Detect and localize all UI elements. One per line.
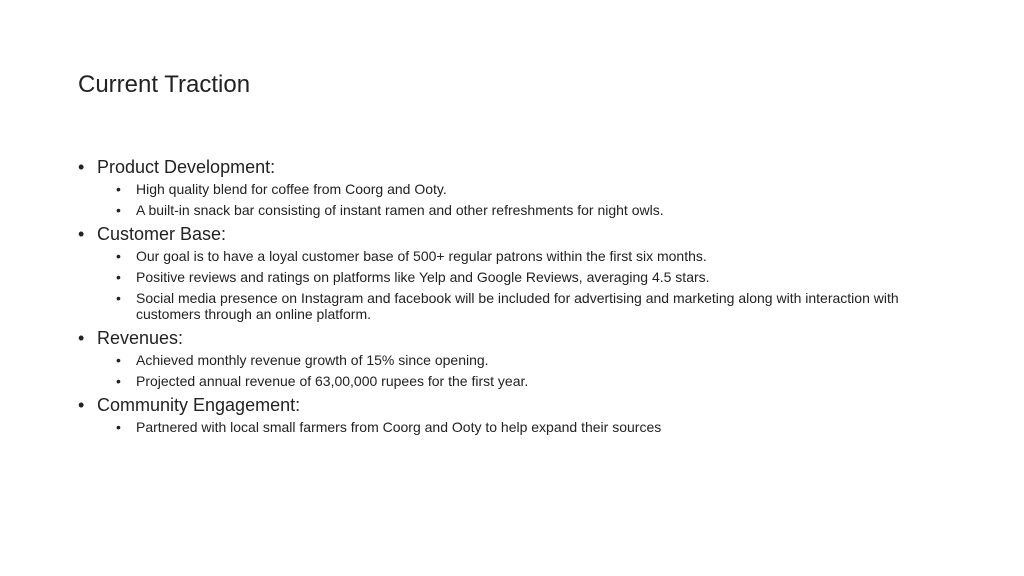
list-item-text: Achieved monthly revenue growth of 15% since opening. <box>136 352 489 368</box>
section-heading-text: Product Development: <box>97 157 276 177</box>
section-heading <box>78 327 958 349</box>
list-item-text: Projected annual revenue of 63,00,000 rupees for the first year. <box>136 373 529 389</box>
list-item-text: Partnered with local small farmers from Coorg and Ooty to help expand their sources <box>136 419 662 435</box>
section-heading <box>78 394 958 416</box>
slide-content <box>78 156 958 440</box>
section-heading-text: Customer Base: <box>97 224 227 244</box>
section-heading <box>78 223 958 245</box>
section-customer-base <box>78 223 958 322</box>
list-item-text: Social media presence on Instagram and facebook will be included for advertising and marketing along with interaction with customers through an online platform. <box>136 290 899 322</box>
section-heading <box>78 156 958 178</box>
bullet-icon: • <box>116 290 121 306</box>
list-item <box>78 248 958 264</box>
list-item <box>78 202 958 218</box>
bullet-icon: • <box>78 224 85 244</box>
list-item <box>78 269 958 285</box>
bullet-icon: • <box>116 181 121 197</box>
list-item-text: Positive reviews and ratings on platforms like Yelp and Google Reviews, averaging 4.5 stars. <box>136 269 710 285</box>
section-revenues <box>78 327 958 389</box>
list-item <box>78 290 958 322</box>
section-heading-text: Community Engagement: <box>97 395 301 415</box>
list-item-text: A built-in snack bar consisting of instant ramen and other refreshments for night owls. <box>136 202 664 218</box>
bullet-icon: • <box>78 395 85 415</box>
slide-title: Current Traction <box>78 71 251 98</box>
section-community-engagement <box>78 394 958 435</box>
sub-list <box>78 352 958 389</box>
bullet-icon: • <box>116 248 121 264</box>
bullet-icon: • <box>78 157 85 177</box>
list-item <box>78 181 958 197</box>
sub-list <box>78 181 958 218</box>
bullet-icon: • <box>116 202 121 218</box>
sub-list <box>78 419 958 435</box>
list-item <box>78 352 958 368</box>
section-product-development <box>78 156 958 218</box>
bullet-icon: • <box>116 419 121 435</box>
bullet-icon: • <box>116 373 121 389</box>
bullet-icon: • <box>78 328 85 348</box>
section-heading-text: Revenues: <box>97 328 184 348</box>
list-item-text: Our goal is to have a loyal customer base of 500+ regular patrons within the first six months. <box>136 248 707 264</box>
sub-list <box>78 248 958 322</box>
list-item <box>78 419 958 435</box>
bullet-icon: • <box>116 269 121 285</box>
list-item <box>78 373 958 389</box>
list-item-text: High quality blend for coffee from Coorg and Ooty. <box>136 181 447 197</box>
bullet-icon: • <box>116 352 121 368</box>
